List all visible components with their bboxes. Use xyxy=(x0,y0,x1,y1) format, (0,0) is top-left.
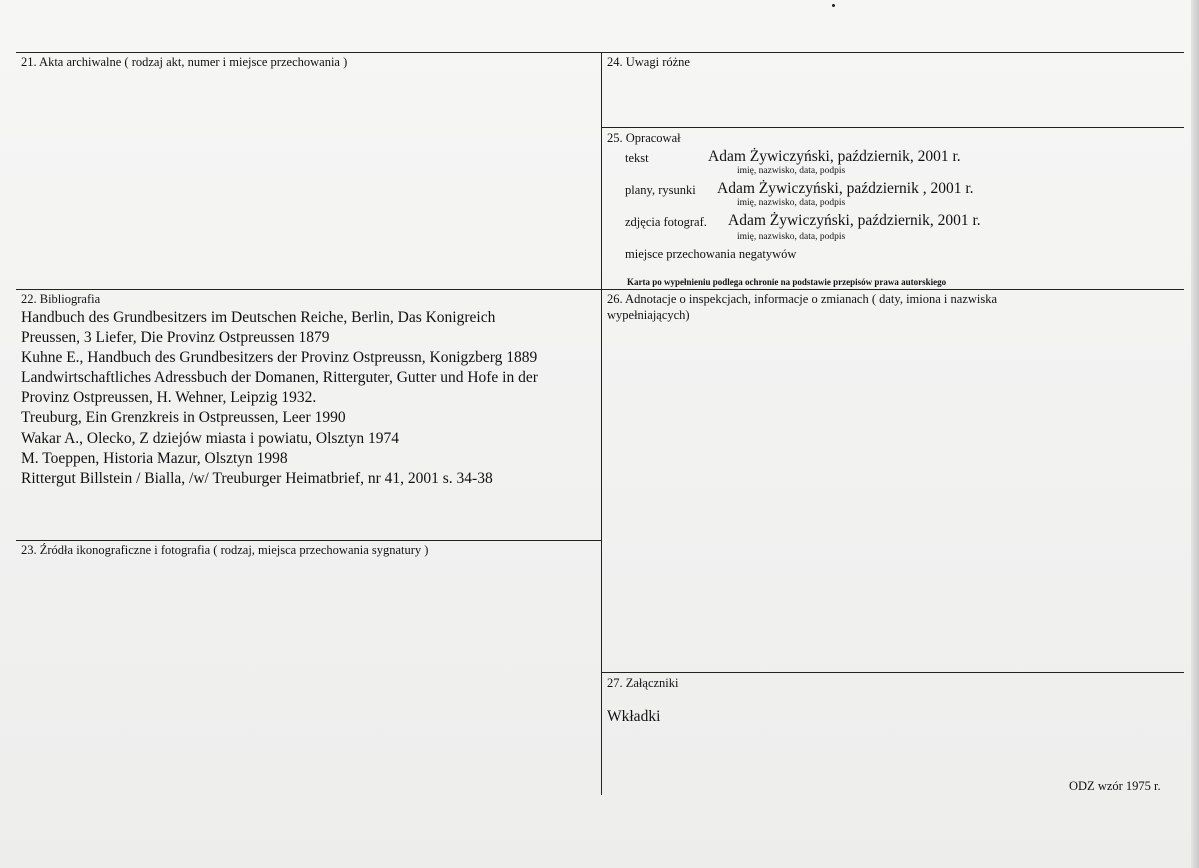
center-divider xyxy=(601,52,602,795)
section-25-label: 25. Opracował xyxy=(607,131,681,145)
rule-24-25 xyxy=(601,127,1184,128)
section-26-label-cont: wypełniających) xyxy=(607,308,690,322)
author-row-value-photos: Adam Żywiczyński, październik, 2001 r. xyxy=(728,212,981,229)
copyright-notice: Karta po wypełnieniu podlega ochronie na podstawie przepisów prawa autorskiego xyxy=(627,277,947,287)
author-row-hint: imię, nazwisko, data, podpis xyxy=(737,198,846,208)
top-rule xyxy=(16,52,1184,53)
section-24-label: 24. Uwagi różne xyxy=(607,55,690,69)
author-row-hint: imię, nazwisko, data, podpis xyxy=(737,232,846,242)
author-row-hint: imię, nazwisko, data, podpis xyxy=(737,166,846,176)
rule-26-27 xyxy=(601,672,1184,673)
form-version: ODZ wzór 1975 r. xyxy=(1069,779,1161,793)
rule-mid xyxy=(16,289,1184,290)
bibliography-line: Treuburg, Ein Grenzkreis in Ostpreussen, Leer 1990 xyxy=(21,409,346,426)
section-23-label: 23. Źródła ikonograficzne i fotografia ( rodzaj, miejsca przechowania sygnatury ) xyxy=(21,543,429,557)
author-row-value-plans: Adam Żywiczyński, październik , 2001 r. xyxy=(717,180,974,197)
author-row-key-text: tekst xyxy=(625,151,649,165)
section-26-label: 26. Adnotacje o inspekcjach, informacje o zmianach ( daty, imiona i nazwiska xyxy=(607,292,998,306)
negatives-storage-label: miejsce przechowania negatywów xyxy=(625,247,797,261)
section-21-label: 21. Akta archiwalne ( rodzaj akt, numer i miejsce przechowania ) xyxy=(21,55,348,69)
bibliography-line: Handbuch des Grundbesitzers im Deutschen Reiche, Berlin, Das Konigreich xyxy=(21,309,496,326)
bibliography-line: Provinz Ostpreussen, H. Wehner, Leipzig 1932. xyxy=(21,389,317,406)
attachments-value: Wkładki xyxy=(607,708,661,725)
section-27-label: 27. Załączniki xyxy=(607,676,679,690)
bibliography-line: Preussen, 3 Liefer, Die Provinz Ostpreussen 1879 xyxy=(21,329,330,346)
bibliography-line: Wakar A., Olecko, Z dziejów miasta i powiatu, Olsztyn 1974 xyxy=(21,430,399,447)
bibliography-line: Kuhne E., Handbuch des Grundbesitzers der Provinz Ostpreussn, Konigzberg 1889 xyxy=(21,349,538,366)
rule-22-23 xyxy=(16,540,601,541)
ink-dot xyxy=(832,4,835,7)
author-row-key-photos: zdjęcia fotograf. xyxy=(625,215,707,229)
card-edge xyxy=(1191,0,1199,868)
bibliography-line: M. Toeppen, Historia Mazur, Olsztyn 1998 xyxy=(21,450,288,467)
author-row-value-text: Adam Żywiczyński, październik, 2001 r. xyxy=(708,148,961,165)
bibliography-line: Landwirtschaftliches Adressbuch der Domanen, Ritterguter, Gutter und Hofe in der xyxy=(21,369,538,386)
section-22-label: 22. Bibliografia xyxy=(21,292,101,306)
author-row-key-plans: plany, rysunki xyxy=(625,183,696,197)
bibliography-line: Rittergut Billstein / Bialla, /w/ Treuburger Heimatbrief, nr 41, 2001 s. 34-38 xyxy=(21,470,493,487)
